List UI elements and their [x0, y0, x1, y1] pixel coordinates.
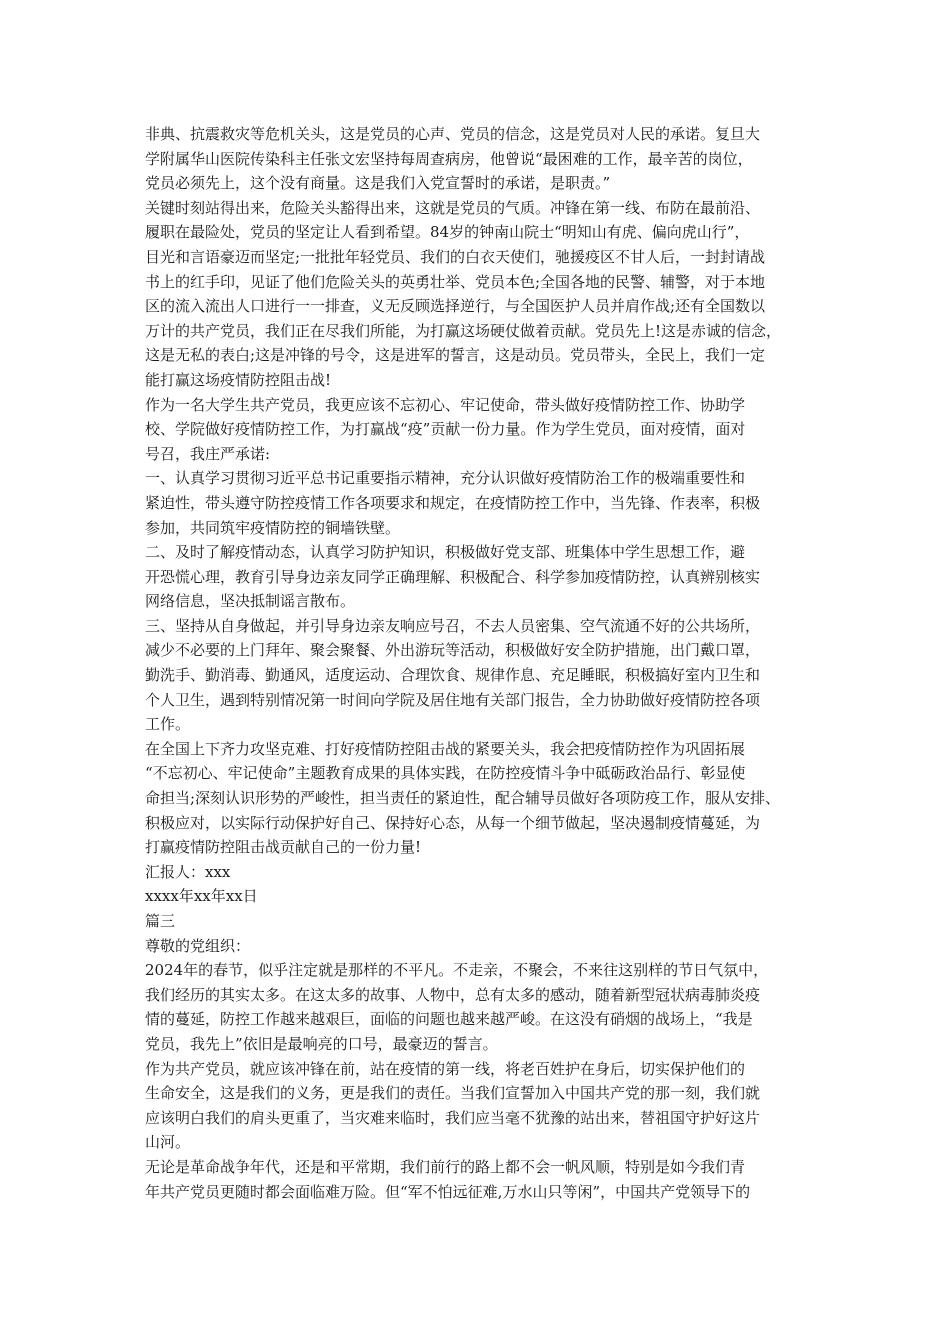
text-line: 能打赢这场疫情防控阻击战!	[145, 370, 332, 389]
text-line: 篇三	[145, 912, 176, 930]
text-line: 一、认真学习贯彻习近平总书记重要指示精神，充分认识做好疫情防治工作的极端重要性和	[145, 469, 746, 488]
text-line: 紧迫性，带头遵守防控疫情工作各项要求和规定，在疫情防控工作中，当先锋、作表率，积极	[145, 493, 761, 512]
text-line: 目光和言语豪迈而坚定;一批批年轻党员、我们的白衣天使们，驰援疫区不甘人后，一封封请战	[145, 247, 766, 266]
text-line: 书上的红手印，见证了他们危险关头的英勇壮举、党员本色;全国各地的民警、辅警，对于本地	[145, 272, 766, 291]
text-line: 无论是革命战争年代，还是和平常期，我们前行的路上都不会一帆风顺，特别是如今我们青	[145, 1157, 746, 1176]
text-line: 命担当;深刻认识形势的严峻性，担当责任的紧迫性，配合辅导员做好各项防疫工作，服从安排、	[145, 789, 781, 808]
text-line: 汇报人：xxx	[145, 862, 231, 881]
text-line: 情的蔓延，防控工作越来越艰巨，面临的问题也越来越严峻。在这没有硝烟的战场上，“我是	[145, 1010, 753, 1029]
text-line: 区的流入流出人口进行一一排查，义无反顾选择逆行，与全国医护人员并肩作战;还有全国数以	[145, 297, 766, 316]
text-line: 积极应对，以实际行动保护好自己、保持好心态，从每一个细节做起，坚决遏制疫情蔓延，为	[145, 813, 761, 832]
text-line: 学附属华山医院传染科主任张文宏坚持每周查病房，他曾说“最困难的工作，最辛苦的岗位，	[145, 149, 753, 168]
text-line: 党员必须先上，这个没有商量。这是我们入党宣誓时的承诺，是职责。”	[145, 174, 611, 193]
text-line: 这是无私的表白;这是冲锋的号令，这是进军的誓言，这是动员。党员带头，全民上，我们一定	[145, 346, 766, 365]
text-line: 万计的共产党员，我们正在尽我们所能，为打赢这场硬仗做着贡献。党员先上!这是赤诚的信念，	[145, 321, 782, 340]
text-line: 网络信息，坚决抵制谣言散布。	[145, 592, 356, 611]
text-line: 参加，共同筑牢疫情防控的铜墙铁壁。	[145, 518, 401, 537]
text-line: 勤洗手、勤消毒、勤通风，适度运动、合理饮食、规律作息、充足睡眠，积极搞好室内卫生和	[145, 666, 761, 685]
text-line: 党员，我先上”依旧是最响亮的口号，最豪迈的誓言。	[145, 1034, 498, 1053]
text-line: 关键时刻站得出来，危险关头豁得出来，这就是党员的气质。冲锋在第一线、布防在最前沿、	[145, 198, 761, 217]
text-line: 非典、抗震救灾等危机关头，这是党员的心声、党员的信念，这是党员对人民的承诺。复旦大	[145, 125, 761, 143]
text-line: 校、学院做好疫情防控工作，为打赢战“疫”贡献一份力量。作为学生党员，面对疫情，面对	[145, 420, 746, 439]
text-line: 作为共产党员，就应该冲锋在前，站在疫情的第一线，将老百姓护在身后，切实保护他们的	[145, 1059, 746, 1078]
text-line: 应该明白我们的肩头更重了，当灾难来临时，我们应当毫不犹豫的站出来，替祖国守护好这片	[145, 1108, 761, 1127]
document-page	[145, 122, 815, 1204]
text-line: 打赢疫情防控阻击战贡献自己的一份力量!	[145, 838, 422, 857]
text-line: 2024年的春节，似乎注定就是那样的不平凡。不走亲，不聚会，不来往这别样的节日气氛中，	[145, 961, 769, 980]
text-line: 履职在最险处，党员的坚定让人看到希望。84岁的钟南山院士“明知山有虎、偏向虎山行”，	[145, 223, 750, 242]
text-line: “不忘初心、牢记使命”主题教育成果的具体实践，在防控疫情斗争中砥砺政治品行、彰显使	[145, 764, 746, 783]
text-line: 个人卫生，遇到特别情况第一时间向学院及居住地有关部门报告，全力协助做好疫情防控各项	[145, 690, 761, 709]
text-line: 山河。	[145, 1133, 191, 1152]
text-line: 三、坚持从自身做起，并引导身边亲友响应号召，不去人员密集、空气流通不好的公共场所，	[145, 616, 761, 635]
text-line: 我们经历的其实太多。在这太多的故事、人物中，总有太多的感动，随着新型冠状病毒肺炎疫	[145, 985, 761, 1004]
text-line: 减少不必要的上门拜年、聚会聚餐、外出游玩等活动，积极做好安全防护措施，出门戴口罩，	[145, 641, 761, 660]
text-line: 尊敬的党组织：	[145, 936, 251, 955]
text-line: 生命安全，这是我们的义务，更是我们的责任。当我们宣誓加入中国共产党的那一刻，我们就	[145, 1084, 761, 1103]
text-line: 作为一名大学生共产党员，我更应该不忘初心、牢记使命，带头做好疫情防控工作、协助学	[145, 395, 746, 414]
text-line: 号召，我庄严承诺:	[145, 444, 271, 463]
text-line: 二、及时了解疫情动态，认真学习防护知识，积极做好党支部、班集体中学生思想工作，避	[145, 543, 746, 562]
text-line: 工作。	[145, 715, 191, 734]
text-line: 年共产党员更随时都会面临难万险。但“军不怕远征难,万水山只等闲”，中国共产党领导下的	[145, 1182, 751, 1201]
text-line: 在全国上下齐力攻坚克难、打好疫情防控阻击战的紧要关头，我会把疫情防控作为巩固拓展	[145, 739, 746, 758]
text-line: xxxx年xx年xx日	[145, 887, 258, 906]
text-line: 开恐慌心理，教育引导身边亲友同学正确理解、积极配合、科学参加疫情防控，认真辨别核实	[145, 567, 761, 586]
